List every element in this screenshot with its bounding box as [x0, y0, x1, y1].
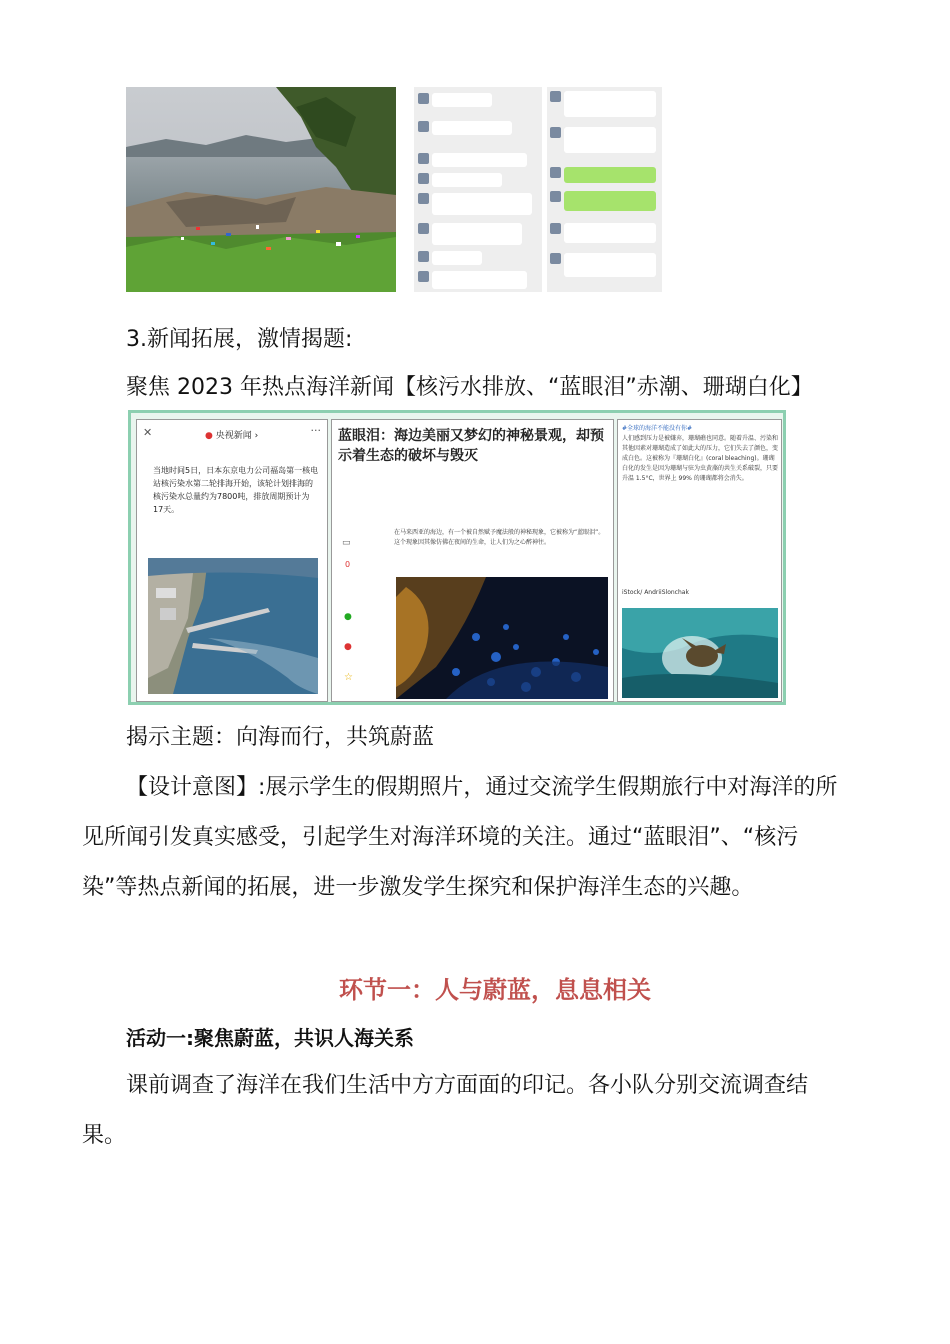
activity-title: 活动一:聚焦蔚蓝，共识人海关系: [126, 1026, 414, 1050]
blue-tears-panel: [331, 419, 614, 702]
blue-tears-title: 蓝眼泪：海边美丽又梦幻的神秘景观，却预示着生态的破坏与毁灭: [338, 428, 604, 464]
activity-body-line1: 课前调查了海洋在我们生活中方方面面的印记。各小队分别交流调查结: [126, 1073, 809, 1098]
comment-icon[interactable]: ▭: [342, 538, 351, 548]
blue-tears-body: 在马来西亚的海边，有一个被自然赋予魔法般的神秘现象，它被称为“蓝眼泪”。这个现象因其像仿佛在夜间的生命，让人们为之心醉神往。: [394, 529, 605, 546]
sea-turtle-photo: [622, 608, 778, 698]
weibo-share-icon[interactable]: ●: [344, 642, 352, 652]
blue-tears-photo: [396, 577, 608, 699]
chat-screenshot-left: [414, 87, 542, 292]
news-focus-line: 聚焦 2023 年热点海洋新闻【核污水排放、“蓝眼泪”赤潮、珊瑚白化】: [126, 375, 813, 400]
cctv-body: 当地时间5日，日本东京电力公司福岛第一核电站核污染水第二轮排海开始，该轮计划排海的核污染水总量约为7800吨，排放周期预计为17天。: [153, 466, 319, 514]
news-collage: [128, 410, 786, 705]
chat-screenshot-right: [547, 87, 662, 292]
section-heading: 环节一：人与蔚蓝，息息相关: [339, 976, 651, 1004]
cctv-source: ● 央视新闻 ›: [205, 431, 259, 441]
section3-title: 3.新闻拓展，激情揭题:: [126, 327, 353, 352]
more-icon: ···: [310, 424, 321, 437]
wechat-share-icon[interactable]: ●: [344, 612, 352, 622]
coral-bleaching-panel: [617, 419, 782, 702]
beach-litter-photo: [126, 87, 396, 292]
theme-line: 揭示主题：向海而行，共筑蔚蓝: [126, 725, 435, 750]
comment-count: 0: [345, 560, 351, 569]
design-intent-line1: 【设计意图】:展示学生的假期照片，通过交流学生假期旅行中对海洋的所: [126, 775, 838, 800]
design-intent-line3: 染”等热点新闻的拓展，进一步激发学生探究和保护海洋生态的兴趣。: [82, 875, 754, 900]
coral-hashtag[interactable]: #全球的海洋不能没有你#: [622, 425, 693, 432]
favorite-star-icon[interactable]: ☆: [344, 672, 353, 683]
activity-body-line2: 果。: [82, 1123, 127, 1148]
aerial-photo: [148, 558, 318, 694]
close-icon: ✕: [143, 426, 153, 439]
coral-credit: iStock/ AndriiSlonchak: [622, 589, 689, 596]
coral-body: 人们感到压力是被嫌弃，珊瑚礁也同意。随着升温、污染和其他因素对珊瑚造成了如此大的压力，它们失去了颜色，变成白色。这被称为『珊瑚白化』(coral bleaching)。珊瑚白化的发生是因为珊瑚与驻为虫黄藻的共生关系破裂，只要升温 1.5°C，世界上 99% 的珊瑚都将会消失。: [622, 435, 778, 482]
cctv-news-panel: [136, 419, 328, 702]
cctv-logo-icon: ●: [205, 431, 213, 441]
design-intent-line2: 见所闻引发真实感受，引起学生对海洋环境的关注。通过“蓝眼泪”、“核污: [82, 825, 799, 850]
